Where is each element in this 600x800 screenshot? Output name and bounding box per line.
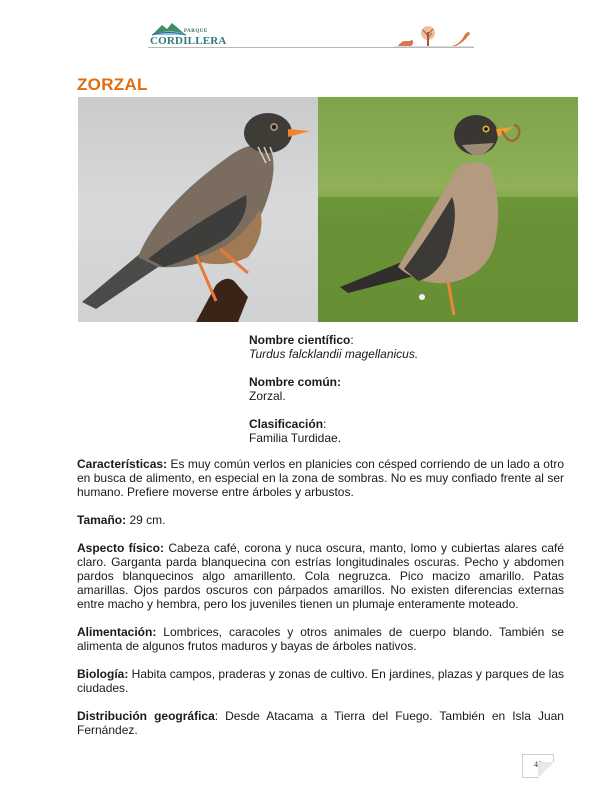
scientific-name-value: Turdus falcklandii magellanicus.	[249, 347, 419, 361]
description-body	[77, 457, 564, 751]
logo-subtitle: PARQUE	[184, 29, 208, 34]
common-name-value: Zorzal.	[249, 389, 286, 403]
section-distribucion	[77, 709, 564, 737]
bird-perched-illustration	[78, 97, 318, 322]
section-aspecto-fisico	[77, 541, 564, 611]
section-label: Aspecto físico:	[77, 541, 164, 555]
scientific-name-colon: :	[350, 333, 354, 347]
page-curl-icon	[538, 762, 554, 778]
classification-label: Clasificación	[249, 417, 324, 431]
section-text: Cabeza café, corona y nuca oscura, manto, lomo y cubiertas alares café claro. Garganta parda blanquecina con estrías longitudinales oscuras. Pecho y abdomen pardos blanquecinos algo amarillento. Cola negruzca. Pico macizo amarillo. Patas amarillas. Ojos pardos oscuros con párpados amarillos. No existen diferencias externas entre macho y hembra, pero los juveniles tienen un plumaje enteramente moteado.	[77, 541, 564, 611]
page-title: ZORZAL	[77, 75, 148, 94]
classification-value: Familia Turdidae.	[249, 431, 342, 445]
section-label: Distribución geográfica	[77, 709, 215, 723]
section-label: Alimentación:	[77, 625, 157, 639]
section-label: Biología:	[77, 667, 129, 681]
scientific-name-group	[249, 333, 569, 361]
classification-group	[249, 417, 569, 445]
section-caracteristicas	[77, 457, 564, 499]
scientific-name-label: Nombre científico	[249, 333, 351, 347]
section-text: Lombrices, caracoles y otros animales de cuerpo blando. También se alimenta de algunos frutos maduros y bayas de árboles nativos.	[77, 625, 564, 653]
logo-title: CORDILLERA	[150, 35, 227, 47]
section-text: 29 cm.	[126, 513, 166, 527]
section-text: : Desde Atacama a Tierra del Fuego. También en Isla Juan Fernández.	[77, 709, 564, 737]
page-number-badge	[522, 754, 554, 778]
section-alimentacion	[77, 625, 564, 653]
section-text: Habita campos, praderas y zonas de cultivo. En jardines, plazas y parques de las ciudades.	[77, 667, 564, 695]
section-biologia	[77, 667, 564, 695]
parque-cordillera-logo	[148, 22, 228, 50]
section-label: Características:	[77, 457, 168, 471]
bird-icon	[452, 32, 470, 46]
photo-strip	[78, 97, 578, 322]
tree-icon	[421, 26, 435, 46]
page-header	[148, 22, 474, 52]
bird-grass-illustration	[318, 97, 578, 322]
section-label: Tamaño:	[77, 513, 127, 527]
header-wildlife-art	[394, 24, 474, 48]
section-tamano	[77, 513, 564, 527]
mountain-logo-icon	[152, 22, 186, 36]
section-text: Es muy común verlos en planicies con césped corriendo de un lado a otro en busca de alimento, en especial en la zona de sombras. No es muy confiado frente al ser humano. Prefiere moverse entre árboles y arbustos.	[77, 457, 564, 499]
page-number: 49	[534, 760, 542, 769]
taxonomy-block	[249, 333, 569, 459]
fox-icon	[398, 40, 413, 46]
common-name-group	[249, 375, 569, 403]
bird-photo-grass	[318, 97, 578, 322]
classification-colon: :	[323, 417, 327, 431]
common-name-label: Nombre común:	[249, 375, 342, 389]
bird-photo-perched	[78, 97, 318, 322]
